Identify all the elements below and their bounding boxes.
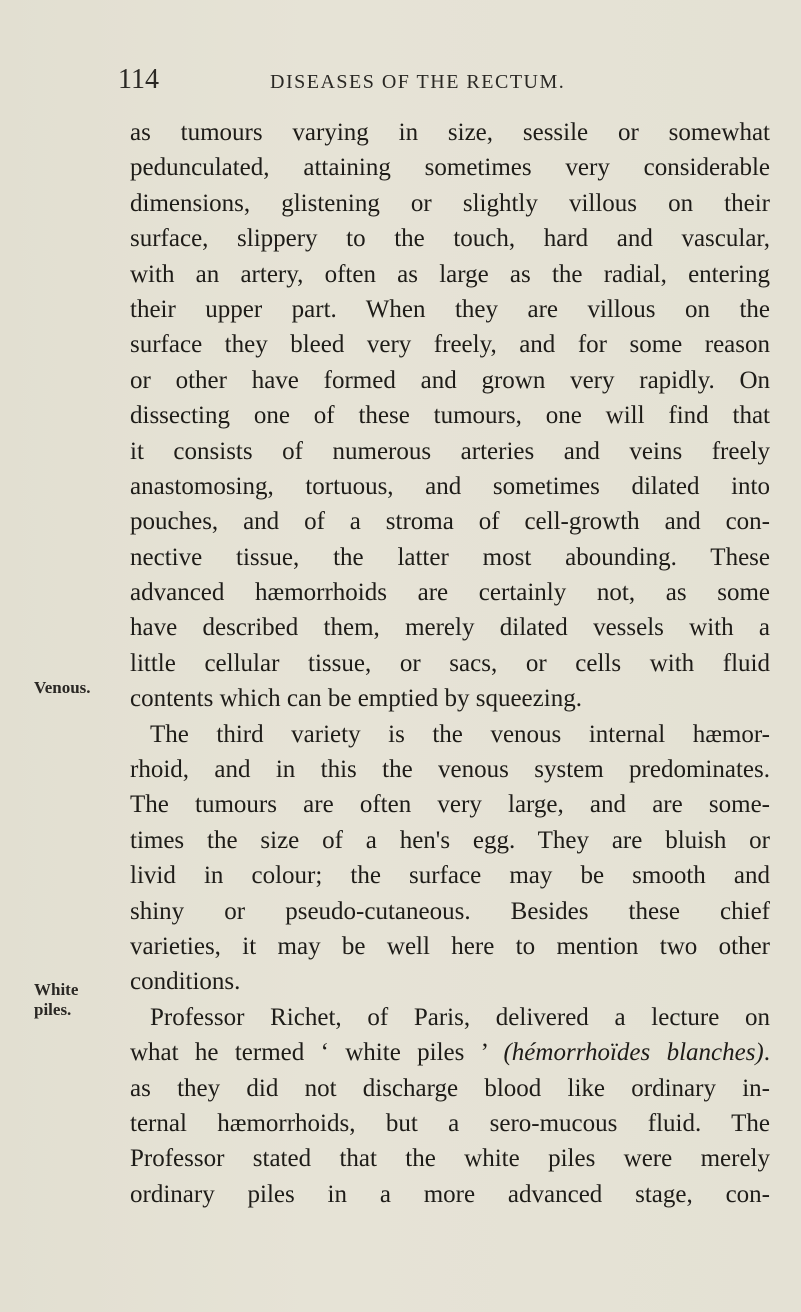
text-line: pouches, and of a stroma of cell-growth and con- — [130, 508, 770, 536]
text-line: ternal hæmorrhoids, but a sero-mucous fluid. The — [130, 1109, 770, 1137]
text-line: times the size of a hen's egg. They are bluish or — [130, 826, 770, 854]
text-line: with an artery, often as large as the radial, entering — [130, 260, 770, 288]
text-line: The third variety is the venous internal hæmor- — [150, 720, 770, 748]
text-line: conditions. — [130, 968, 241, 996]
page-number: 114 — [118, 64, 159, 95]
text-line: livid in colour; the surface may be smooth and — [130, 862, 770, 890]
text-line: ordinary piles in a more advanced stage, con- — [130, 1180, 770, 1208]
text-line: anastomosing, tortuous, and sometimes dilated into — [130, 472, 770, 500]
text-line: little cellular tissue, or sacs, or cells with fluid — [130, 649, 770, 677]
margin-note-white-piles — [34, 980, 78, 1020]
text-line-start: what he termed ‘ white piles ’ — [130, 1039, 488, 1067]
text-line: pedunculated, attaining sometimes very considerable — [130, 154, 770, 182]
text-line: as tumours varying in size, sessile or somewhat — [130, 119, 770, 146]
running-title: DISEASES OF THE RECTUM. — [270, 71, 566, 93]
text-line: rhoid, and in this the venous system predominates. — [130, 756, 770, 784]
text-line: it consists of numerous arteries and veins freely — [130, 437, 770, 465]
text-line: as they did not discharge blood like ordinary in- — [130, 1074, 770, 1102]
text-line: varieties, it may be well here to mention two other — [130, 932, 770, 960]
page-header — [118, 64, 638, 100]
margin-note-venous-text: Venous. — [34, 678, 91, 697]
text-line: advanced hæmorrhoids are certainly not, as some — [130, 579, 770, 607]
text-line: shiny or pseudo-cutaneous. Besides these chief — [130, 897, 770, 925]
text-line: The tumours are often very large, and are some- — [130, 791, 770, 819]
text-line: or other have formed and grown very rapidly. On — [130, 366, 770, 394]
text-line: Professor Richet, of Paris, delivered a lecture on — [150, 1003, 770, 1031]
text-line: their upper part. When they are villous on the — [130, 295, 770, 323]
italic-french-term: (hémorrhoïdes blanches) — [503, 1039, 764, 1067]
text-line: have described them, merely dilated vessels with a — [130, 614, 770, 642]
text-line: Professor stated that the white piles were merely — [130, 1145, 770, 1173]
margin-note-white-text: White — [34, 980, 79, 999]
body-text — [130, 115, 770, 1212]
text-line: dimensions, glistening or slightly villous on their — [130, 189, 770, 217]
text-line: surface, slippery to the touch, hard and vascular, — [130, 225, 770, 253]
margin-note-venous — [34, 678, 91, 698]
text-line-end: . — [763, 1039, 771, 1067]
margin-note-piles-text: piles. — [34, 1000, 72, 1019]
text-line: dissecting one of these tumours, one will find that — [130, 402, 770, 430]
text-line: surface they bleed very freely, and for some reason — [130, 331, 770, 359]
text-line: contents which can be emptied by squeezing. — [130, 685, 582, 713]
text-line: nective tissue, the latter most abounding. These — [130, 543, 770, 571]
text-line-with-italic — [130, 1035, 770, 1070]
